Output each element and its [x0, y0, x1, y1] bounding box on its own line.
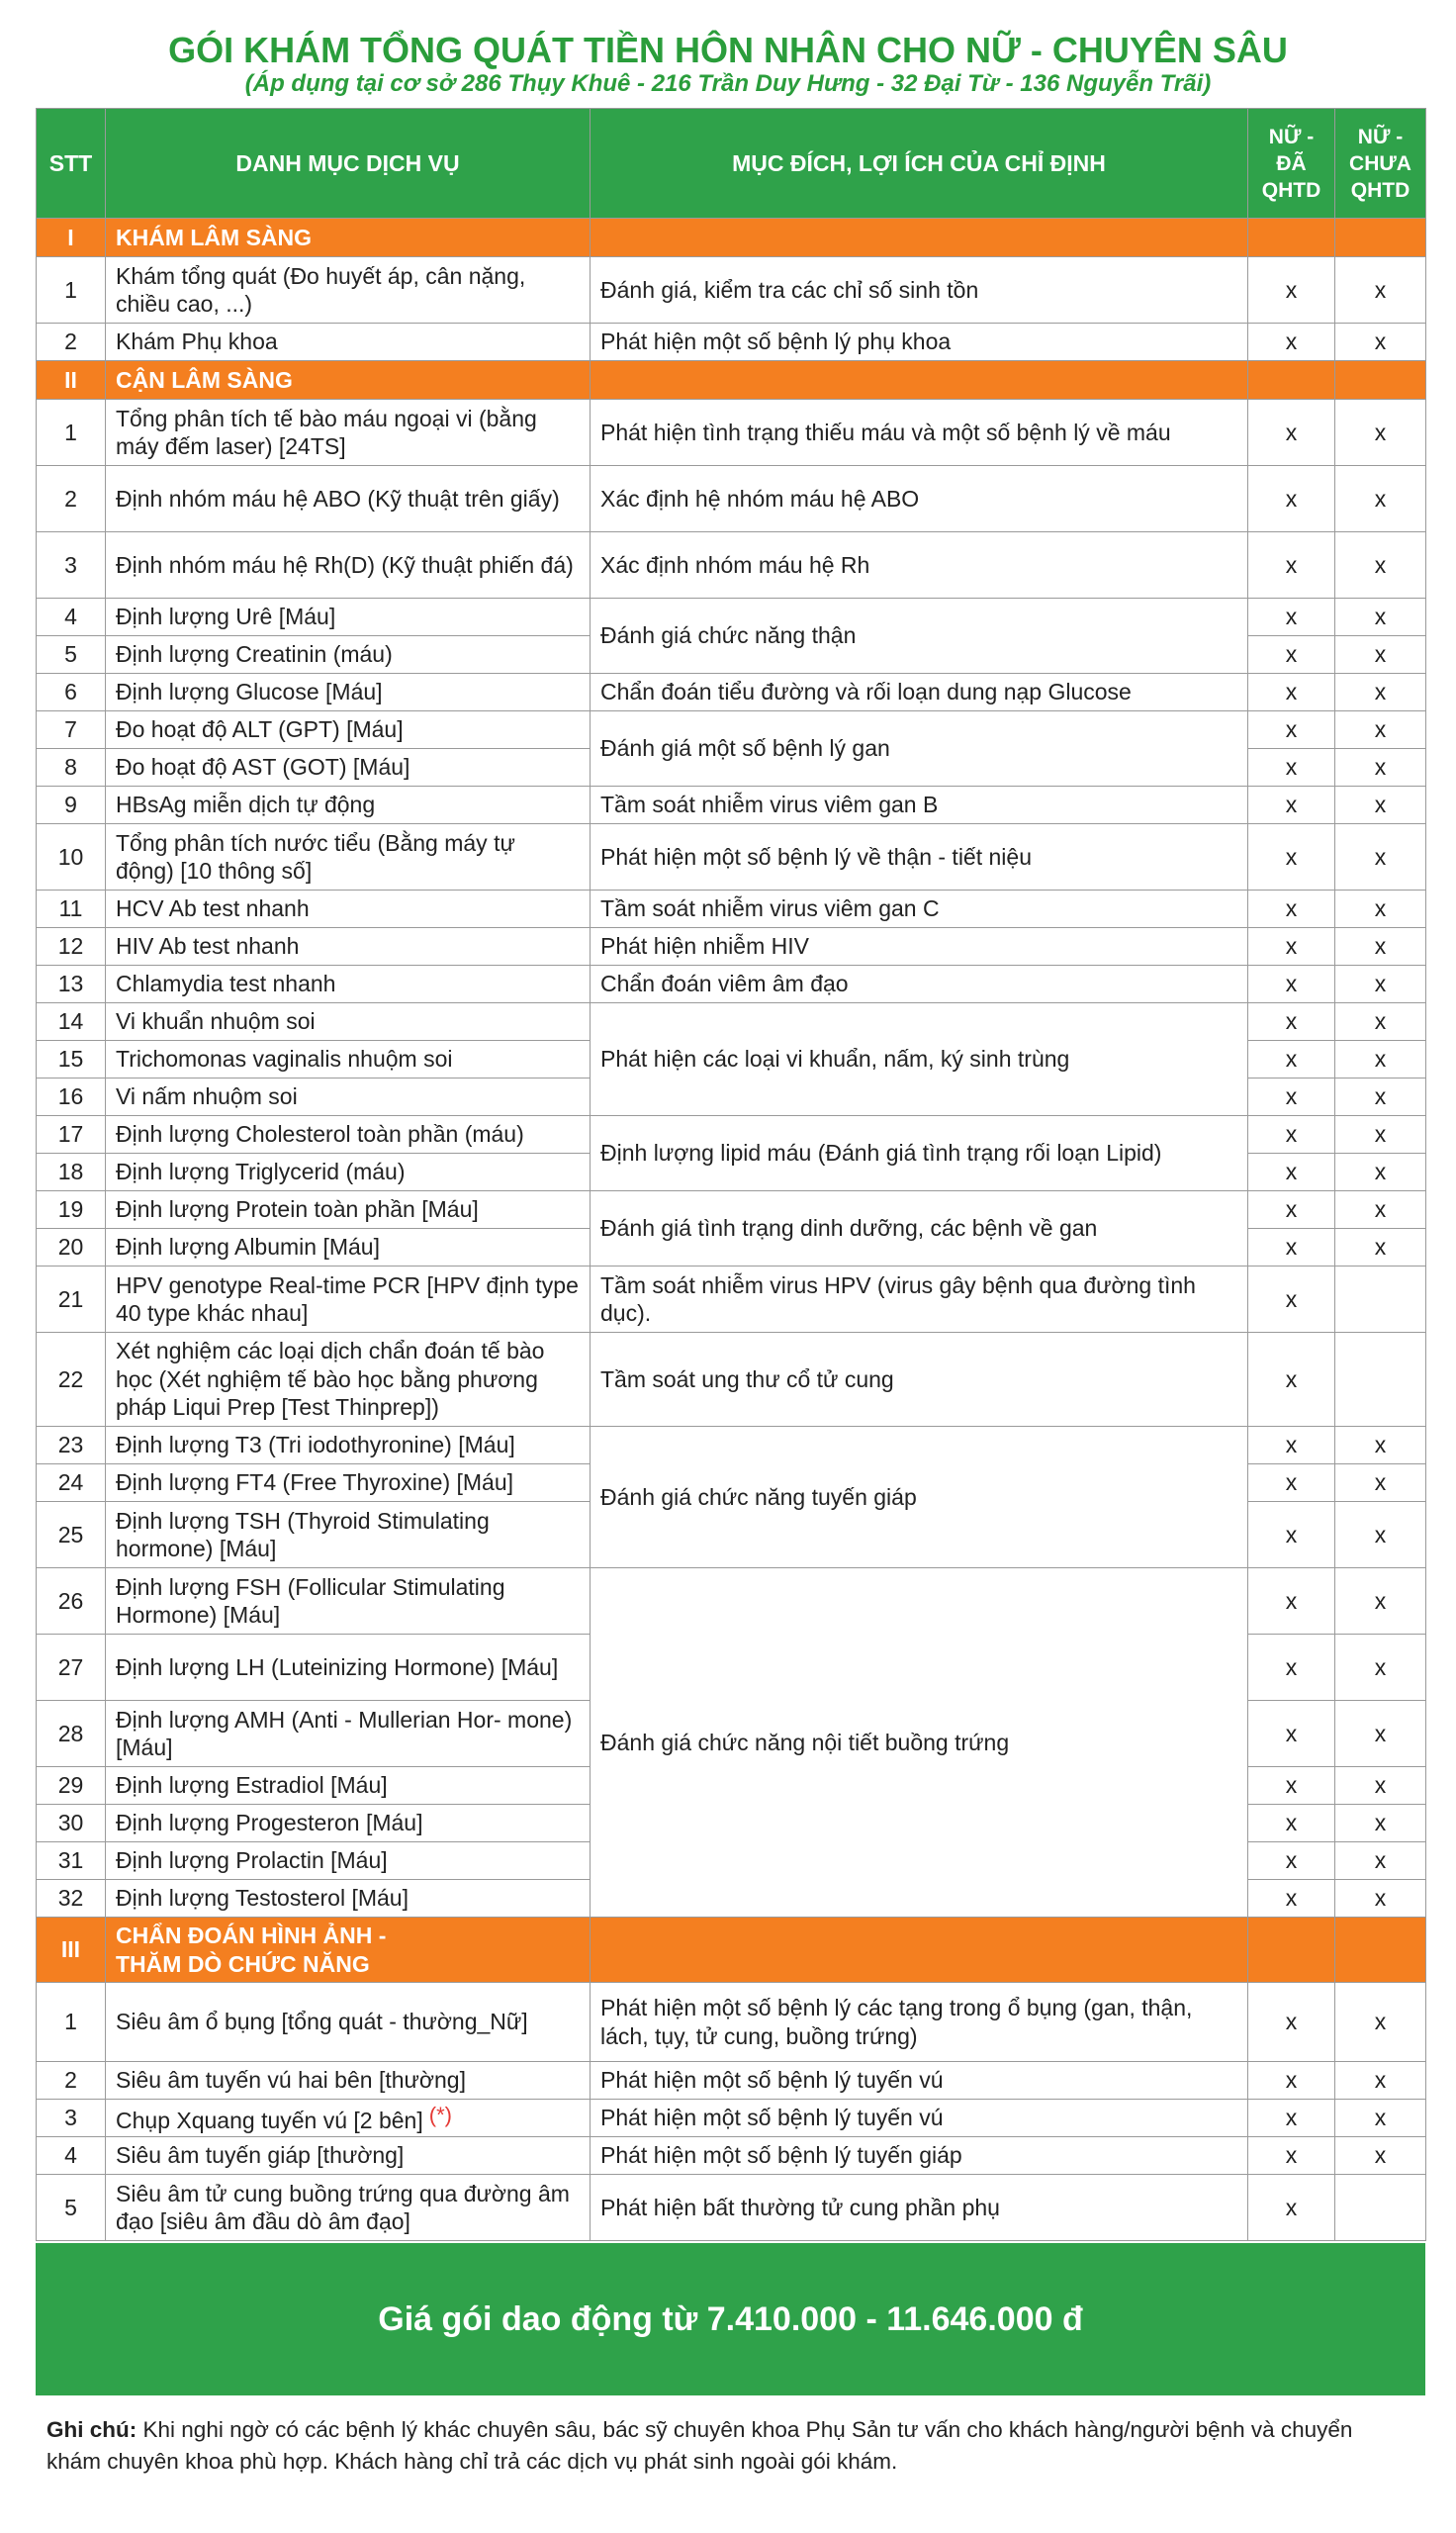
mark-unmarried: x — [1335, 1701, 1426, 1767]
mark-unmarried: x — [1335, 2062, 1426, 2100]
mark-married: x — [1248, 2137, 1335, 2175]
table-row: 29 Định lượng Estradiol [Máu] x x — [37, 1767, 1426, 1805]
mark-unmarried: x — [1335, 599, 1426, 636]
table-row: 9 HBsAg miễn dịch tự động Tầm soát nhiễm virus viêm gan B x x — [37, 787, 1426, 824]
mark-unmarried-empty — [1335, 1266, 1426, 1333]
mark-unmarried: x — [1335, 1229, 1426, 1266]
footnote-text: Khi nghi ngờ có các bệnh lý khác chuyên sâu, bác sỹ chuyên khoa Phụ Sản tư vấn cho khách hàng/người bệnh và chuyển khám chuyên khoa phù hợp. Khách hàng chỉ trả các dịch vụ phát sinh ngoài gói khám. — [46, 2417, 1353, 2474]
mark-unmarried: x — [1335, 1983, 1426, 2062]
table-row: 16 Vi nấm nhuộm soi x x — [37, 1079, 1426, 1116]
mark-married: x — [1248, 466, 1335, 532]
table-row: 3 Chụp Xquang tuyến vú [2 bên] (*) Phát hiện một số bệnh lý tuyến vú x x — [37, 2100, 1426, 2137]
mark-unmarried: x — [1335, 1116, 1426, 1154]
header-service: DANH MỤC DỊCH VỤ — [106, 109, 591, 219]
page-title: GÓI KHÁM TỔNG QUÁT TIỀN HÔN NHÂN CHO NỮ - CHUYÊN SÂU — [168, 30, 1288, 70]
mark-married: x — [1248, 787, 1335, 824]
mark-unmarried: x — [1335, 966, 1426, 1003]
table-row: 15 Trichomonas vaginalis nhuộm soi x x — [37, 1041, 1426, 1079]
mark-married: x — [1248, 711, 1335, 749]
table-row: 6 Định lượng Glucose [Máu] Chẩn đoán tiểu đường và rối loạn dung nạp Glucose x x — [37, 674, 1426, 711]
mark-unmarried: x — [1335, 257, 1426, 324]
mark-married: x — [1248, 257, 1335, 324]
table-row: 4 Siêu âm tuyến giáp [thường] Phát hiện một số bệnh lý tuyến giáp x x — [37, 2137, 1426, 2175]
mark-married: x — [1248, 1502, 1335, 1568]
table-row: 25 Định lượng TSH (Thyroid Stimulating hormone) [Máu] x x — [37, 1502, 1426, 1568]
table-row: 20 Định lượng Albumin [Máu] x x — [37, 1229, 1426, 1266]
footnote-label: Ghi chú: — [46, 2417, 137, 2442]
table-row: 10 Tổng phân tích nước tiểu (Bằng máy tự động) [10 thông số] Phát hiện một số bệnh lý về thận - tiết niệu x x — [37, 824, 1426, 891]
mark-unmarried: x — [1335, 466, 1426, 532]
mark-married: x — [1248, 324, 1335, 361]
mark-unmarried: x — [1335, 1079, 1426, 1116]
mark-married: x — [1248, 1116, 1335, 1154]
mark-married: x — [1248, 1191, 1335, 1229]
section-row — [37, 219, 1426, 257]
table-row: 2 Siêu âm tuyến vú hai bên [thường] Phát hiện một số bệnh lý tuyến vú x x — [37, 2062, 1426, 2100]
section-row — [37, 361, 1426, 400]
mark-unmarried: x — [1335, 711, 1426, 749]
mark-unmarried-empty — [1335, 2175, 1426, 2241]
mark-married: x — [1248, 1701, 1335, 1767]
mark-married: x — [1248, 1880, 1335, 1918]
table-row: 30 Định lượng Progesteron [Máu] x x — [37, 1805, 1426, 1842]
table-row: 5 Siêu âm tử cung buồng trứng qua đường âm đạo [siêu âm đầu dò âm đạo] Phát hiện bất thường tử cung phần phụ x — [37, 2175, 1426, 2241]
table-row: 31 Định lượng Prolactin [Máu] x x — [37, 1842, 1426, 1880]
service-table — [36, 108, 1426, 2241]
mark-unmarried: x — [1335, 324, 1426, 361]
table-row: 3 Định nhóm máu hệ Rh(D) (Kỹ thuật phiến đá) Xác định nhóm máu hệ Rh x x — [37, 532, 1426, 599]
header-stt: STT — [37, 109, 106, 219]
table-row: 12 HIV Ab test nhanh Phát hiện nhiễm HIV x x — [37, 928, 1426, 966]
mark-unmarried: x — [1335, 636, 1426, 674]
mark-married: x — [1248, 1464, 1335, 1502]
mark-married: x — [1248, 1983, 1335, 2062]
mark-married: x — [1248, 532, 1335, 599]
header-married: NỮ - ĐÃ QHTD — [1248, 109, 1335, 219]
section-number: I — [37, 219, 106, 257]
mark-married: x — [1248, 966, 1335, 1003]
mark-unmarried: x — [1335, 532, 1426, 599]
table-row: 7 Đo hoạt độ ALT (GPT) [Máu] Đánh giá một số bệnh lý gan x x — [37, 711, 1426, 749]
mark-unmarried: x — [1335, 749, 1426, 787]
table-row: 28 Định lượng AMH (Anti - Mullerian Hor- mone) [Máu] x x — [37, 1701, 1426, 1767]
mark-unmarried: x — [1335, 1041, 1426, 1079]
mark-unmarried: x — [1335, 1568, 1426, 1635]
page-subtitle: (Áp dụng tại cơ sở 286 Thụy Khuê - 216 Trần Duy Hưng - 32 Đại Từ - 136 Nguyễn Trãi) — [244, 70, 1212, 97]
mark-unmarried: x — [1335, 1003, 1426, 1041]
mark-married: x — [1248, 400, 1335, 466]
mark-unmarried: x — [1335, 928, 1426, 966]
mark-unmarried: x — [1335, 787, 1426, 824]
mark-unmarried: x — [1335, 1464, 1426, 1502]
table-row: 1 Tổng phân tích tế bào máu ngoại vi (bằng máy đếm laser) [24TS] Phát hiện tình trạng thiếu máu và một số bệnh lý về máu x x — [37, 400, 1426, 466]
table-row: 26 Định lượng FSH (Follicular Stimulating Hormone) [Máu] Đánh giá chức năng nội tiết buồng trứng x x — [37, 1568, 1426, 1635]
mark-unmarried-empty — [1335, 1333, 1426, 1427]
mark-married: x — [1248, 928, 1335, 966]
mark-unmarried: x — [1335, 1191, 1426, 1229]
table-row: 4 Định lượng Urê [Máu] Đánh giá chức năng thận x x — [37, 599, 1426, 636]
mark-married: x — [1248, 1154, 1335, 1191]
mark-married: x — [1248, 1041, 1335, 1079]
mark-unmarried: x — [1335, 891, 1426, 928]
section-row — [37, 1918, 1426, 1983]
mark-married: x — [1248, 1635, 1335, 1701]
table-row: 18 Định lượng Triglycerid (máu) x x — [37, 1154, 1426, 1191]
mark-married: x — [1248, 636, 1335, 674]
mark-married: x — [1248, 1805, 1335, 1842]
section-number: II — [37, 361, 106, 400]
table-row: 1 Khám tổng quát (Đo huyết áp, cân nặng, chiều cao, ...) Đánh giá, kiểm tra các chỉ số sinh tồn x x — [37, 257, 1426, 324]
mark-unmarried: x — [1335, 2100, 1426, 2137]
header-purpose: MỤC ĐÍCH, LỢI ÍCH CỦA CHỈ ĐỊNH — [591, 109, 1248, 219]
table-row: 2 Định nhóm máu hệ ABO (Kỹ thuật trên giấy) Xác định hệ nhóm máu hệ ABO x x — [37, 466, 1426, 532]
mark-unmarried: x — [1335, 1635, 1426, 1701]
mark-married: x — [1248, 891, 1335, 928]
table-row: 14 Vi khuẩn nhuộm soi Phát hiện các loại vi khuẩn, nấm, ký sinh trùng x x — [37, 1003, 1426, 1041]
mark-married: x — [1248, 1427, 1335, 1464]
mark-married: x — [1248, 1333, 1335, 1427]
table-row: 8 Đo hoạt độ AST (GOT) [Máu] x x — [37, 749, 1426, 787]
section-name: CẬN LÂM SÀNG — [106, 361, 591, 400]
mark-unmarried: x — [1335, 1154, 1426, 1191]
table-row: 11 HCV Ab test nhanh Tầm soát nhiễm virus viêm gan C x x — [37, 891, 1426, 928]
mark-unmarried: x — [1335, 824, 1426, 891]
section-name: KHÁM LÂM SÀNG — [106, 219, 591, 257]
mark-married: x — [1248, 1568, 1335, 1635]
footnote — [46, 2414, 1411, 2478]
table-header-row — [37, 109, 1426, 219]
table-row: 22 Xét nghiệm các loại dịch chẩn đoán tế bào học (Xét nghiệm tế bào học bằng phương pháp Liqui Prep [Test Thinprep]) Tầm soát ung thư cổ tử cung x — [37, 1333, 1426, 1427]
mark-married: x — [1248, 599, 1335, 636]
mark-unmarried: x — [1335, 400, 1426, 466]
table-row: 19 Định lượng Protein toàn phần [Máu] Đánh giá tình trạng dinh dưỡng, các bệnh về gan x x — [37, 1191, 1426, 1229]
mark-married: x — [1248, 1003, 1335, 1041]
table-row: 24 Định lượng FT4 (Free Thyroxine) [Máu] x x — [37, 1464, 1426, 1502]
price-banner: Giá gói dao động từ 7.410.000 - 11.646.000 đ — [36, 2243, 1425, 2395]
mark-unmarried: x — [1335, 674, 1426, 711]
header-unmarried: NỮ - CHƯA QHTD — [1335, 109, 1426, 219]
mark-married: x — [1248, 1266, 1335, 1333]
table-row: 5 Định lượng Creatinin (máu) x x — [37, 636, 1426, 674]
mark-married: x — [1248, 2062, 1335, 2100]
mark-unmarried: x — [1335, 1880, 1426, 1918]
mark-married: x — [1248, 1079, 1335, 1116]
mark-married: x — [1248, 674, 1335, 711]
mark-married: x — [1248, 1229, 1335, 1266]
mark-unmarried: x — [1335, 1427, 1426, 1464]
mark-married: x — [1248, 824, 1335, 891]
asterisk-note: (*) — [428, 2102, 452, 2127]
mark-married: x — [1248, 749, 1335, 787]
table-row: 1 Siêu âm ổ bụng [tổng quát - thường_Nữ] Phát hiện một số bệnh lý các tạng trong ổ bụng (gan, thận, lách, tụy, tử cung, buồng trứng) x x — [37, 1983, 1426, 2062]
table-row: 2 Khám Phụ khoa Phát hiện một số bệnh lý phụ khoa x x — [37, 324, 1426, 361]
table-row: 32 Định lượng Testosterol [Máu] x x — [37, 1880, 1426, 1918]
mark-married: x — [1248, 1842, 1335, 1880]
mark-married: x — [1248, 2175, 1335, 2241]
mark-married: x — [1248, 2100, 1335, 2137]
table-row: 17 Định lượng Cholesterol toàn phần (máu) Định lượng lipid máu (Đánh giá tình trạng rối loạn Lipid) x x — [37, 1116, 1426, 1154]
mark-unmarried: x — [1335, 1767, 1426, 1805]
mark-unmarried: x — [1335, 1805, 1426, 1842]
section-number: III — [37, 1918, 106, 1983]
table-row: 21 HPV genotype Real-time PCR [HPV định type 40 type khác nhau] Tầm soát nhiễm virus HPV (virus gây bệnh qua đường tình dục). x — [37, 1266, 1426, 1333]
mark-unmarried: x — [1335, 1502, 1426, 1568]
mark-unmarried: x — [1335, 1842, 1426, 1880]
table-row: 27 Định lượng LH (Luteinizing Hormone) [Máu] x x — [37, 1635, 1426, 1701]
table-row: 23 Định lượng T3 (Tri iodothyronine) [Máu] Đánh giá chức năng tuyến giáp x x — [37, 1427, 1426, 1464]
section-name: CHẨN ĐOÁN HÌNH ẢNH - THĂM DÒ CHỨC NĂNG — [106, 1918, 591, 1983]
mark-unmarried: x — [1335, 2137, 1426, 2175]
mark-married: x — [1248, 1767, 1335, 1805]
table-row: 13 Chlamydia test nhanh Chẩn đoán viêm âm đạo x x — [37, 966, 1426, 1003]
